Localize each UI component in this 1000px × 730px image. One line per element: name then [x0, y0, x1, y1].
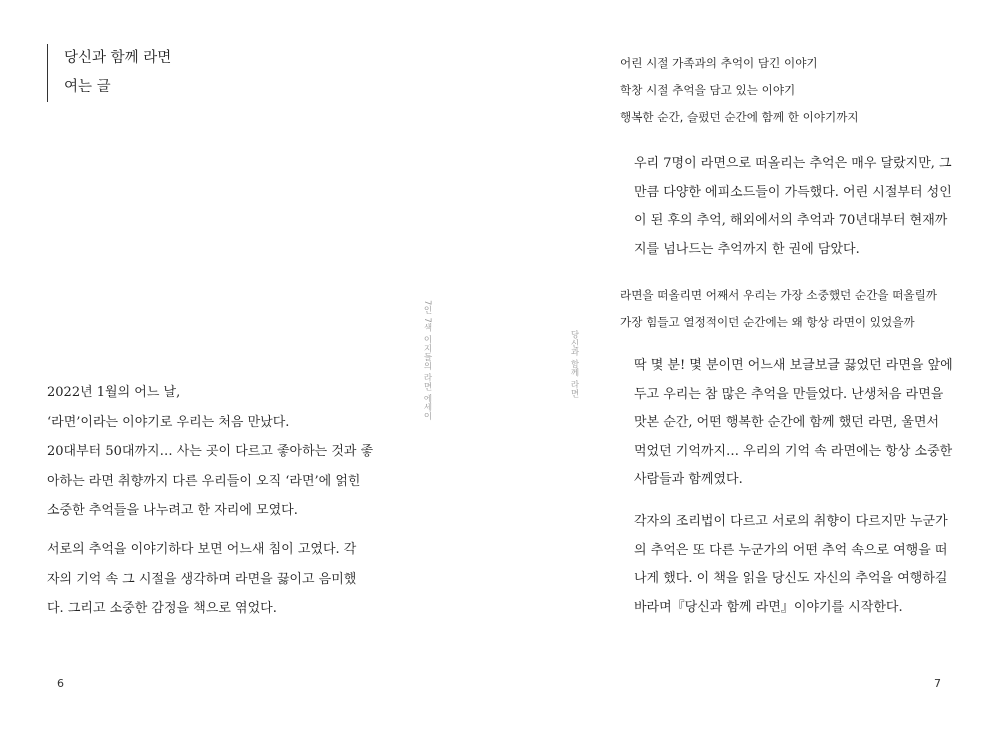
text-line: 서로의 추억을 이야기하다 보면 어느새 침이 고였다. 각	[47, 542, 357, 557]
quote-line: 라면을 떠올리면 어째서 우리는 가장 소중했던 순간을 떠올릴까	[620, 288, 937, 302]
text-line: 딱 몇 분! 몇 분이면 어느새 보글보글 끓었던 라면을 앞에	[634, 358, 953, 373]
text-line: 자의 기억 속 그 시절을 생각하며 라면을 끓이고 음미했	[47, 571, 357, 587]
text-line: 바라며『당신과 함께 라면』이야기를 시작한다.	[634, 599, 903, 615]
book-title: 당신과 함께 라면	[64, 50, 172, 66]
text-line: 소중한 추억들을 나누려고 한 자리에 모였다.	[47, 503, 298, 518]
page-number-left: 6	[57, 677, 64, 690]
right-running-header: 당신과 함께 라면	[569, 330, 579, 398]
text-line: 맛본 순간, 어떤 행복한 순간에 함께 했던 라면, 울면서	[634, 415, 940, 430]
text-line: 우리 7명이 라면으로 떠올리는 추억은 매우 달랐지만, 그	[634, 156, 952, 171]
text-line: ‘라면’이라는 이야기로 우리는 처음 만났다.	[47, 414, 290, 430]
chapter-title: 여는 글	[64, 79, 111, 95]
text-line: 아하는 라면 취향까지 다른 우리들이 오직 ‘라면’에 얽힌	[47, 473, 361, 489]
right-paragraph-2	[634, 352, 953, 495]
text-line: 20대부터 50대까지… 사는 곳이 다르고 좋아하는 것과 좋	[47, 444, 374, 459]
right-paragraph-3	[634, 508, 948, 622]
text-line: 다. 그리고 소중한 감정을 책으로 엮었다.	[47, 601, 277, 616]
text-line: 지를 넘나드는 추억까지 한 권에 담았다.	[634, 241, 860, 257]
left-paragraph-2	[47, 535, 356, 624]
left-running-header: 7인 7색 이지들의 라면 에세이	[422, 300, 432, 421]
intro-line: 행복한 순간, 슬펐던 순간에 함께 한 이야기까지	[620, 110, 859, 124]
chapter-heading	[47, 44, 171, 102]
intro-lines	[620, 50, 859, 131]
right-paragraph-1	[634, 150, 952, 264]
quote-line: 가장 힘들고 열정적이던 순간에는 왜 항상 라면이 있었을까	[620, 315, 915, 329]
intro-line: 어린 시절 가족과의 추억이 담긴 이야기	[620, 56, 818, 70]
page-number-right: 7	[934, 677, 941, 690]
text-line: 이 된 후의 추억, 해외에서의 추억과 70년대부터 현재까	[634, 213, 948, 228]
text-line: 2022년 1월의 어느 날,	[47, 385, 181, 400]
text-line: 먹었던 기억까지… 우리의 기억 속 라면에는 항상 소중한	[634, 443, 953, 459]
text-line: 의 추억은 또 다른 누군가의 어떤 추억 속으로 여행을 떠	[634, 542, 948, 558]
quote-lines	[620, 282, 937, 336]
right-page	[500, 0, 1000, 730]
intro-line: 학창 시절 추억을 담고 있는 이야기	[620, 83, 796, 97]
text-line: 각자의 조리법이 다르고 서로의 취향이 다르지만 누군가	[634, 514, 948, 529]
text-line: 사람들과 함께였다.	[634, 472, 743, 487]
text-line: 만큼 다양한 에피소드들이 가득했다. 어린 시절부터 성인	[634, 184, 952, 200]
left-paragraph-1	[47, 378, 373, 526]
text-line: 두고 우리는 참 많은 추억을 만들었다. 난생처음 라면을	[634, 386, 944, 402]
text-line: 나게 했다. 이 책을 읽을 당신도 자신의 추억을 여행하길	[634, 571, 948, 586]
